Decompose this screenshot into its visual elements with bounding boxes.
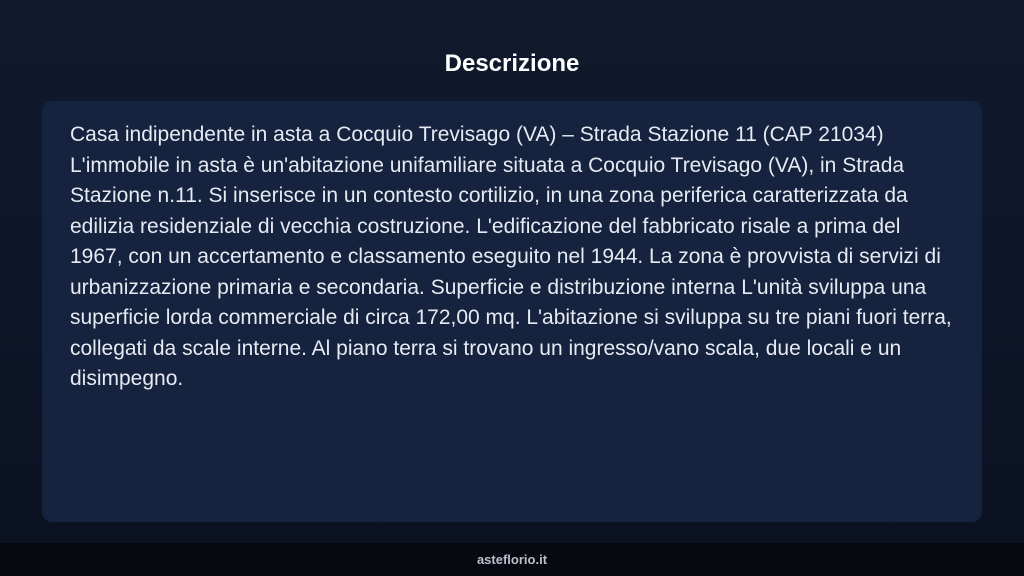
description-card <box>42 101 982 522</box>
page-title: Descrizione <box>444 50 580 77</box>
footer-brand: asteflorio.it <box>476 552 548 567</box>
description-text: Casa indipendente in asta a Cocquio Trevisago (VA) – Strada Stazione 11 (CAP 21034) L'immobile in asta è un'abitazione unifamiliare situata a Cocquio Trevisago (VA), in Strada Stazione n.11. Si inserisce in un contesto cortilizio, in una zona periferica caratterizzata da edilizia residenziale di vecchia costruzione. L'edificazione del fabbricato risale a prima del 1967, con un accertamento e classamento eseguito nel 1944. La zona è provvista di servizi di urbanizzazione primaria e secondaria. Superficie e distribuzione interna L'unità sviluppa una superficie lorda commerciale di circa 172,00 mq. L'abitazione si sviluppa su tre piani fuori terra, collegati da scale interne. Al piano terra si trovano un ingresso/vano scala, due locali e un disimpegno. <box>70 123 952 390</box>
footer-bar <box>0 543 1024 576</box>
